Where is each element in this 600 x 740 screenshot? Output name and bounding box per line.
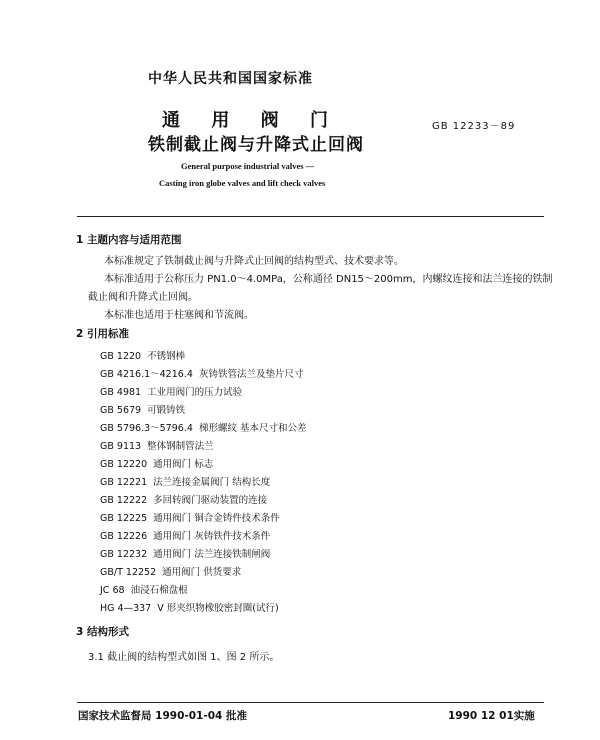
reference-title: 油浸石棉盘根 [130, 585, 188, 596]
header-divider [77, 216, 544, 217]
title-char: 门 [309, 110, 328, 131]
reference-title: 通用阀门 铜合金铸件技术条件 [153, 513, 280, 524]
reference-code: GB 1220 [100, 351, 142, 362]
reference-code: HG 4—337 [100, 603, 152, 614]
reference-item [100, 384, 242, 398]
reference-code: GB 12220 [100, 459, 148, 470]
english-title-line-2: Casting iron globe valves and lift check valves [159, 178, 326, 188]
reference-code: GB 12232 [100, 549, 148, 560]
reference-code: GB 5796.3～5796.4 [100, 423, 193, 434]
reference-title: 梯形螺纹 基本尺寸和公差 [198, 423, 307, 434]
title-line-1 [162, 106, 328, 132]
reference-code: GB/T 12252 [100, 567, 157, 578]
reference-code: GB 9113 [100, 441, 142, 452]
reference-item [100, 492, 267, 506]
section-1-paragraph: 本标准也适用于柱塞阀和节流阀。 [104, 310, 254, 321]
reference-item [100, 564, 241, 578]
reference-title: 可锻铸铁 [147, 405, 186, 416]
title-line-2: 铁制截止阀与升降式止回阀 [148, 135, 364, 155]
effective-date: 1990 12 01实施 [448, 710, 535, 722]
title-char: 用 [211, 110, 230, 131]
reference-item [100, 456, 213, 470]
reference-item [100, 438, 214, 452]
reference-code: GB 4216.1～4216.4 [100, 369, 193, 380]
reference-item [100, 402, 185, 416]
issuing-organization: 中华人民共和国国家标准 [148, 71, 313, 87]
section-1-paragraph: 截止阀和升降式止回阀。 [88, 292, 198, 303]
reference-code: GB 12221 [100, 477, 148, 488]
reference-item [100, 348, 185, 362]
reference-title: 法兰连接金属阀门 结构长度 [153, 477, 271, 488]
title-char: 通 [162, 110, 180, 131]
reference-item [100, 600, 279, 614]
section-1-heading: 1 主题内容与适用范围 [76, 234, 182, 246]
section-1-paragraph: 本标准适用于公称压力 PN1.0～4.0MPa，公称通径 DN15～200mm，内螺纹连接和法兰连接的铁制 [104, 274, 553, 285]
english-title-line-1: General purpose industrial valves — [181, 161, 315, 171]
reference-title: 不锈钢棒 [147, 351, 186, 362]
reference-code: GB 12222 [100, 495, 148, 506]
reference-title: 工业用阀门的压力试验 [147, 387, 243, 398]
footer-divider [77, 702, 544, 703]
reference-title: 通用阀门 标志 [153, 459, 214, 470]
reference-code: GB 12226 [100, 531, 148, 542]
reference-title: 通用阀门 法兰连接铁制闸阀 [153, 549, 271, 560]
section-3-paragraph: 3.1 截止阀的结构型式如图 1、图 2 所示。 [88, 652, 280, 663]
reference-title: 灰铸铁管法兰及垫片尺寸 [198, 369, 304, 380]
section-3-heading: 3 结构形式 [76, 626, 129, 638]
title-char: 阀 [260, 110, 279, 131]
reference-code: JC 68 [100, 585, 125, 596]
reference-item [100, 474, 270, 488]
reference-title: 整体钢制管法兰 [147, 441, 214, 452]
reference-code: GB 12225 [100, 513, 148, 524]
reference-title: V 形夹织物橡胶密封圈(试行) [157, 603, 279, 614]
reference-item [100, 420, 306, 434]
approval-date: 国家技术监督局 1990-01-04 批准 [78, 710, 247, 722]
reference-code: GB 4981 [100, 387, 142, 398]
reference-item [100, 510, 280, 524]
standard-code: GB 12233－89 [432, 121, 516, 132]
reference-item [100, 366, 303, 380]
section-2-heading: 2 引用标准 [76, 328, 129, 340]
reference-item [100, 546, 270, 560]
reference-code: GB 5679 [100, 405, 142, 416]
reference-item [100, 582, 188, 596]
reference-item [100, 528, 270, 542]
reference-title: 多回转阀门驱动装置的连接 [153, 495, 268, 506]
section-1-paragraph: 本标准规定了铁制截止阀与升降式止回阀的结构型式、技术要求等。 [104, 256, 404, 267]
reference-title: 通用阀门 灰铸铁件技术条件 [153, 531, 271, 542]
reference-title: 通用阀门 供货要求 [162, 567, 242, 578]
